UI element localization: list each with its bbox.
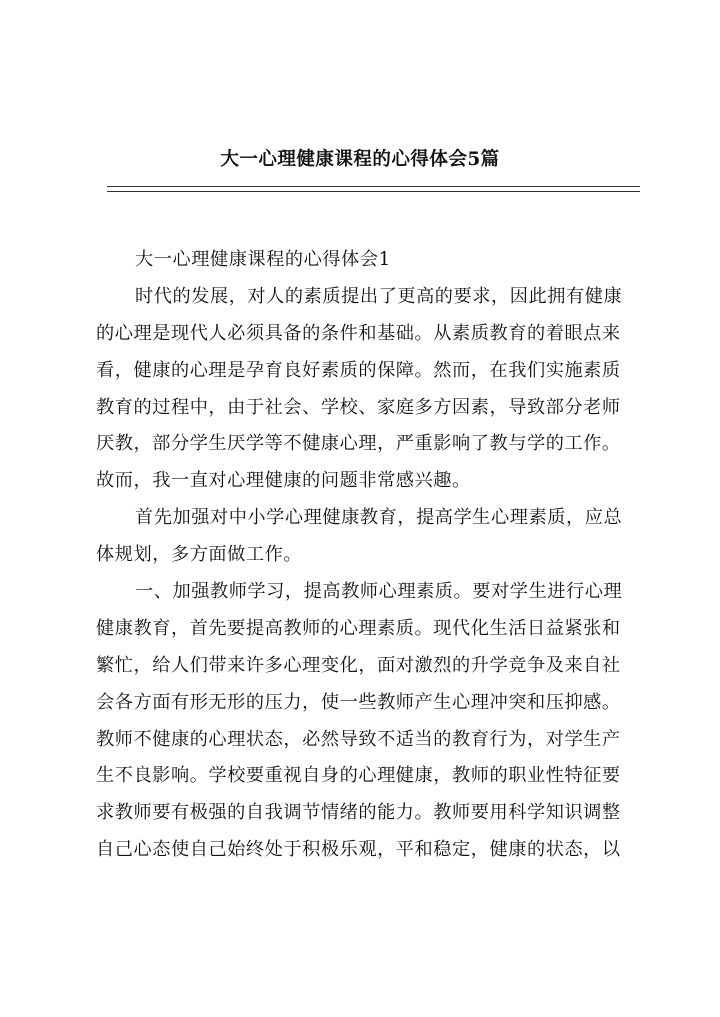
body-line: 生不良影响。学校要重视自身的心理健康，教师的职业性特征要 [96,765,621,787]
body-line: 体规划，多方面做工作。 [96,544,303,566]
body-line: 教师不健康的心理状态，必然导致不适当的教育行为，对学生产 [96,728,621,750]
document-body [96,242,641,869]
body-line: 自己心态使自己始终处于积极乐观，平和稳定，健康的状态，以 [96,839,621,861]
body-line: 求教师要有极强的自我调节情绪的能力。教师要用科学知识调整 [96,802,621,824]
title-divider [107,186,640,192]
body-line: 繁忙，给人们带来许多心理变化，面对激烈的升学竞争及来自社 [96,654,621,676]
body-line: 看，健康的心理是孕育良好素质的保障。然而，在我们实施素质 [96,359,621,381]
body-line: 教育的过程中，由于社会、学校、家庭多方因素，导致部分老师 [96,396,621,418]
body-line: 厌教，部分学生厌学等不健康心理，严重影响了教与学的工作。 [96,433,621,455]
document-title: 大一心理健康课程的心得体会5篇 [220,149,500,170]
body-line: 会各方面有形无形的压力，使一些教师产生心理冲突和压抑感。 [96,691,621,713]
body-line: 时代的发展，对人的素质提出了更高的要求，因此拥有健康 [135,285,623,307]
body-line: 的心理是现代人必须具备的条件和基础。从素质教育的着眼点来 [96,322,621,344]
body-line: 大一心理健康课程的心得体会1 [135,249,391,270]
body-line: 健康教育，首先要提高教师的心理素质。现代化生活日益紧张和 [96,617,621,639]
body-line: 首先加强对中小学心理健康教育，提高学生心理素质，应总 [135,507,623,529]
body-line: 故而，我一直对心理健康的问题非常感兴趣。 [96,470,471,492]
body-line: 一、加强教师学习，提高教师心理素质。要对学生进行心理 [135,581,623,603]
